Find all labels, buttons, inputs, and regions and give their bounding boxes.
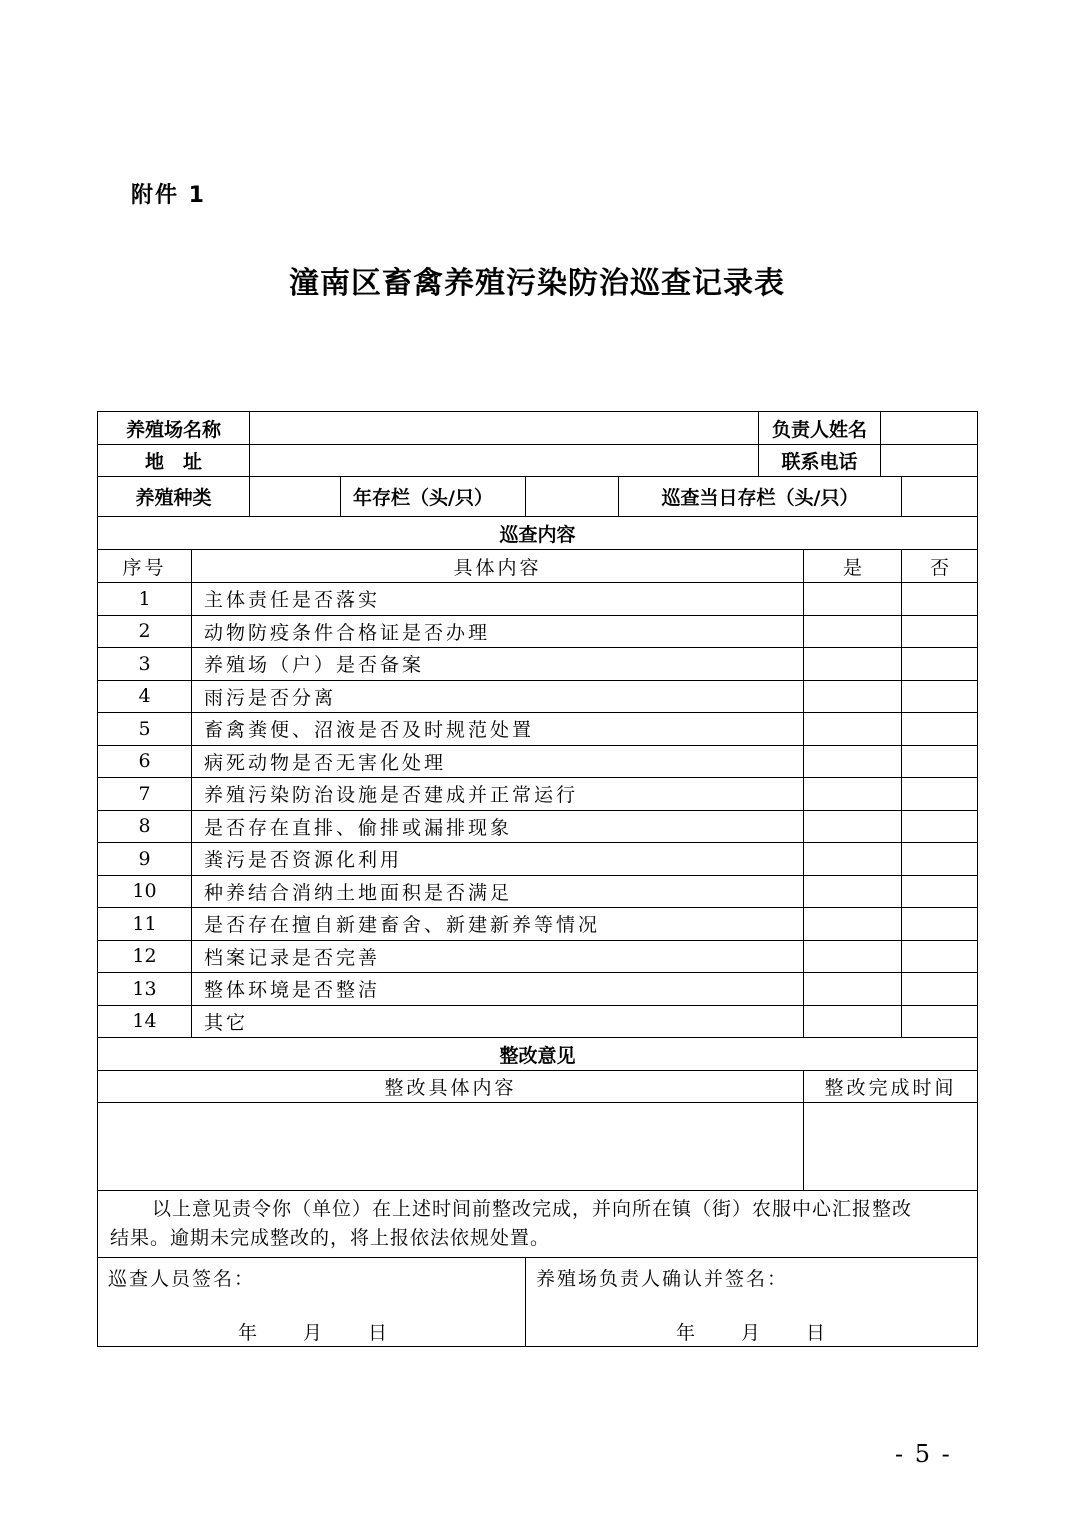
table-row (98, 940, 978, 973)
table-row (98, 745, 978, 778)
rectification-content-header: 整改具体内容 (98, 1071, 804, 1103)
page-title: 潼南区畜禽养殖污染防治巡查记录表 (289, 266, 785, 301)
item-no: 9 (98, 843, 192, 876)
yes-cell[interactable] (804, 875, 902, 908)
owner-date (676, 1318, 826, 1345)
no-cell[interactable] (902, 583, 978, 616)
item-no: 1 (98, 583, 192, 616)
farm-name-label: 养殖场名称 (98, 412, 250, 445)
owner-name-label: 负责人姓名 (759, 412, 881, 445)
annual-stock-label: 年存栏（头/只） (341, 477, 526, 517)
item-text: 档案记录是否完善 (192, 940, 804, 973)
item-no: 3 (98, 648, 192, 681)
owner-name-field[interactable] (881, 412, 978, 445)
owner-signature-cell[interactable] (526, 1258, 978, 1347)
no-cell[interactable] (902, 680, 978, 713)
yes-cell[interactable] (804, 648, 902, 681)
annual-stock-field[interactable] (526, 477, 619, 517)
table-row (98, 680, 978, 713)
day-label: 日 (368, 1322, 389, 1344)
rectification-time-field[interactable] (804, 1103, 978, 1191)
item-no: 7 (98, 778, 192, 811)
month-label: 月 (741, 1322, 762, 1344)
yes-cell[interactable] (804, 810, 902, 843)
item-text: 动物防疫条件合格证是否办理 (192, 615, 804, 648)
item-no: 13 (98, 973, 192, 1006)
item-text: 是否存在擅自新建畜舍、新建新养等情况 (192, 908, 804, 941)
no-cell[interactable] (902, 973, 978, 1006)
note-line-1: 以上意见责令你（单位）在上述时间前整改完成，并向所在镇（街）农服中心汇报整改 (152, 1198, 913, 1220)
item-text: 种养结合消纳土地面积是否满足 (192, 875, 804, 908)
species-label: 养殖种类 (98, 477, 250, 517)
inspection-form (97, 411, 978, 1347)
no-cell[interactable] (902, 615, 978, 648)
item-text: 其它 (192, 1005, 804, 1038)
item-no: 4 (98, 680, 192, 713)
day-label: 日 (806, 1322, 827, 1344)
yes-cell[interactable] (804, 745, 902, 778)
table-row (98, 810, 978, 843)
table-row (98, 875, 978, 908)
yes-cell[interactable] (804, 615, 902, 648)
col-no-header: 序号 (98, 550, 192, 583)
item-text: 粪污是否资源化利用 (192, 843, 804, 876)
year-label: 年 (676, 1322, 697, 1344)
yes-cell[interactable] (804, 908, 902, 941)
no-cell[interactable] (902, 940, 978, 973)
table-row (98, 583, 978, 616)
item-text: 主体责任是否落实 (192, 583, 804, 616)
yes-cell[interactable] (804, 778, 902, 811)
year-label: 年 (238, 1322, 259, 1344)
daily-stock-label: 巡查当日存栏（头/只） (619, 477, 902, 517)
item-text: 病死动物是否无害化处理 (192, 745, 804, 778)
yes-cell[interactable] (804, 583, 902, 616)
item-text: 整体环境是否整洁 (192, 973, 804, 1006)
page-number: - 5 - (895, 1440, 952, 1468)
no-cell[interactable] (902, 908, 978, 941)
note-line-2: 结果。逾期未完成整改的，将上报依法依规处置。 (110, 1227, 551, 1249)
inspection-section-title: 巡查内容 (98, 517, 978, 550)
yes-cell[interactable] (804, 1005, 902, 1038)
col-content-header: 具体内容 (192, 550, 804, 583)
table-row (98, 615, 978, 648)
yes-cell[interactable] (804, 843, 902, 876)
address-label: 地 址 (98, 445, 250, 477)
no-cell[interactable] (902, 778, 978, 811)
species-field[interactable] (250, 477, 341, 517)
item-no: 2 (98, 615, 192, 648)
item-no: 8 (98, 810, 192, 843)
daily-stock-field[interactable] (902, 477, 978, 517)
rectification-content-field[interactable] (98, 1103, 804, 1191)
item-no: 5 (98, 713, 192, 746)
table-row (98, 973, 978, 1006)
inspector-signature-cell[interactable] (98, 1258, 526, 1347)
yes-cell[interactable] (804, 973, 902, 1006)
table-row (98, 778, 978, 811)
yes-cell[interactable] (804, 680, 902, 713)
table-row (98, 1005, 978, 1038)
item-text: 畜禽粪便、沼液是否及时规范处置 (192, 713, 804, 746)
inspector-signature-label: 巡查人员签名： (108, 1268, 256, 1290)
item-no: 12 (98, 940, 192, 973)
no-cell[interactable] (902, 648, 978, 681)
no-cell[interactable] (902, 810, 978, 843)
no-cell[interactable] (902, 1005, 978, 1038)
attachment-label: 附件 1 (131, 183, 206, 208)
item-text: 雨污是否分离 (192, 680, 804, 713)
phone-label: 联系电话 (759, 445, 881, 477)
item-no: 10 (98, 875, 192, 908)
inspection-header-row (98, 550, 978, 583)
phone-field[interactable] (881, 445, 978, 477)
owner-signature-label: 养殖场负责人确认并签名： (536, 1268, 789, 1290)
item-text: 是否存在直排、偷排或漏排现象 (192, 810, 804, 843)
no-cell[interactable] (902, 713, 978, 746)
table-row (98, 713, 978, 746)
no-cell[interactable] (902, 843, 978, 876)
month-label: 月 (303, 1322, 324, 1344)
table-row (98, 843, 978, 876)
item-no: 14 (98, 1005, 192, 1038)
col-yes-header: 是 (804, 550, 902, 583)
col-no-answer-header: 否 (902, 550, 978, 583)
rectification-time-header: 整改完成时间 (804, 1071, 978, 1103)
item-text: 养殖场（户）是否备案 (192, 648, 804, 681)
yes-cell[interactable] (804, 713, 902, 746)
table-row (98, 648, 978, 681)
farm-name-field[interactable] (250, 412, 759, 445)
no-cell[interactable] (902, 745, 978, 778)
address-field[interactable] (250, 445, 759, 477)
inspector-date (238, 1318, 388, 1345)
rectification-section-title: 整改意见 (98, 1038, 978, 1071)
no-cell[interactable] (902, 875, 978, 908)
yes-cell[interactable] (804, 940, 902, 973)
item-text: 养殖污染防治设施是否建成并正常运行 (192, 778, 804, 811)
rectification-note (98, 1191, 978, 1258)
table-row (98, 908, 978, 941)
item-no: 6 (98, 745, 192, 778)
item-no: 11 (98, 908, 192, 941)
